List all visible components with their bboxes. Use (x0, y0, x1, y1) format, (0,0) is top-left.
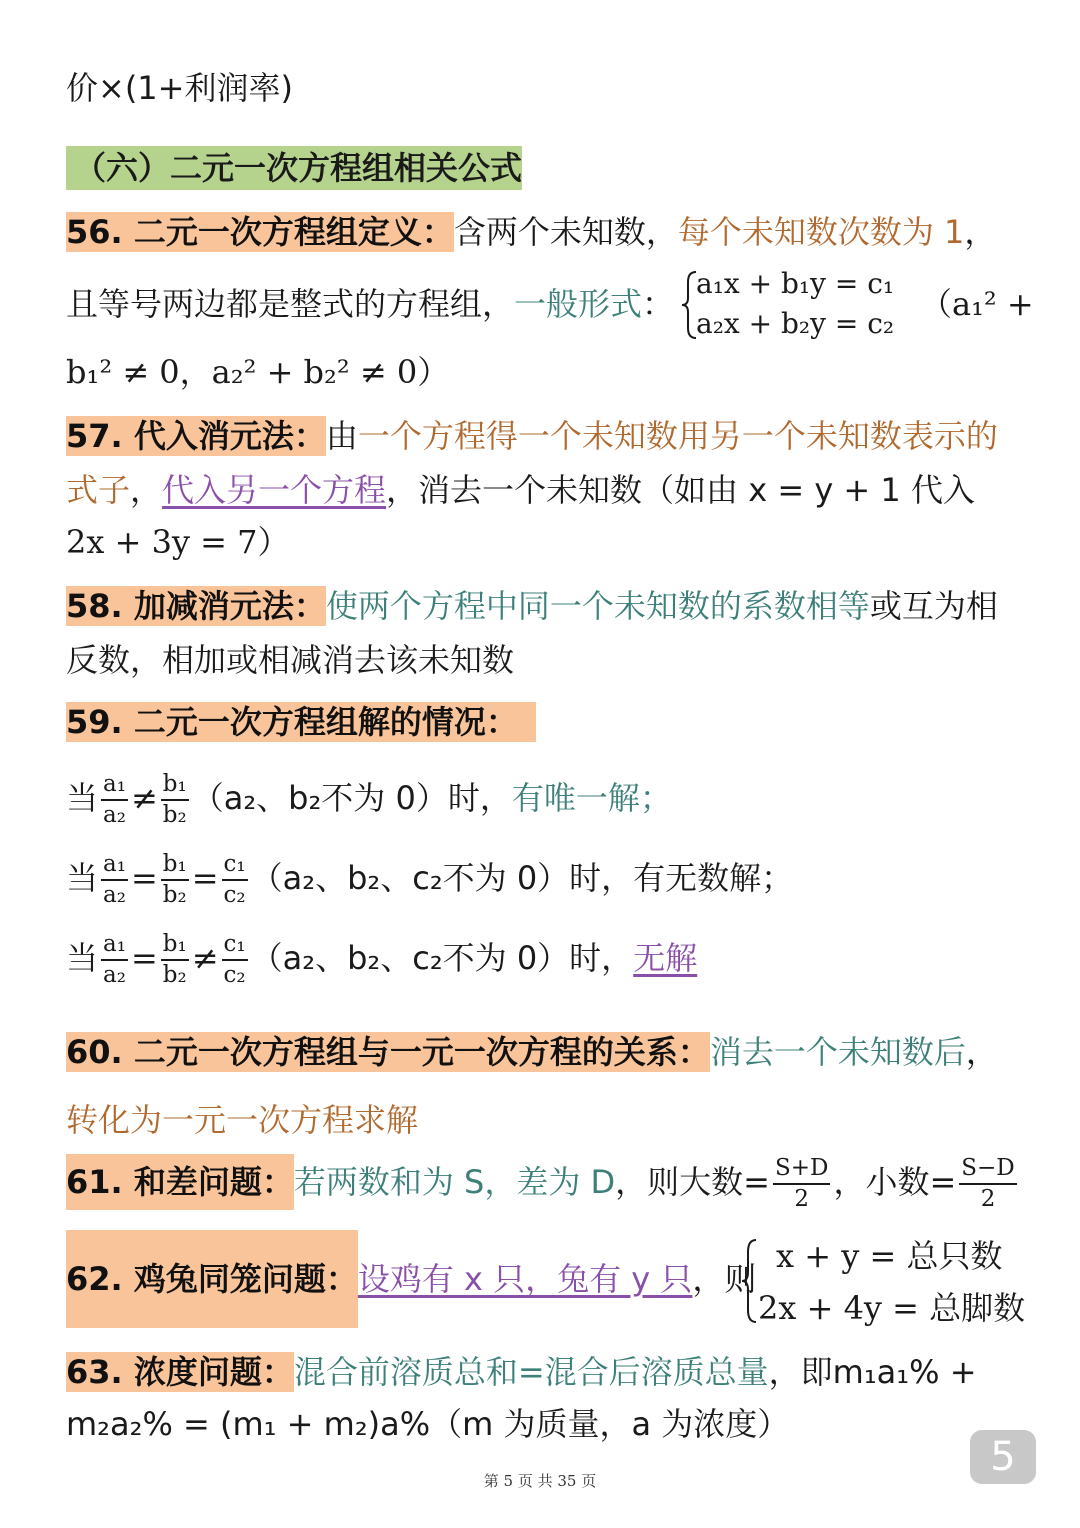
neq-sign: ≠ (191, 939, 219, 977)
item-56-eq1: a₁x + b₁y = c₁ (696, 267, 895, 300)
item-58-heading: 58. 加减消元法： (66, 587, 326, 625)
page-number-badge: 5 (970, 1430, 1036, 1484)
frac-a-den: a₂ (103, 882, 126, 908)
item-59-heading: 59. 二元一次方程组解的情况： (66, 702, 536, 742)
frac-c-den: c₂ (223, 962, 246, 988)
item-56-cond2: b₁² ≠ 0，a₂² + b₂² ≠ 0） (66, 353, 450, 391)
dang-1: 当 (66, 779, 99, 817)
item-62-purple: 设鸡有 x 只，兔有 y 只 (357, 1260, 693, 1298)
item-56-text2: 且等号两边都是整式的方程组， (66, 285, 515, 323)
item-58-text: 或互为相 (869, 587, 998, 625)
item-61-heading: 61. 和差问题： (66, 1154, 294, 1210)
item-63-line2: m₂a₂% = (m₁ + m₂)a%（m 为质量，a 为浓度） (66, 1405, 790, 1443)
item-58-line2: 反数，相加或相减消去该未知数 (66, 641, 515, 679)
item-56-line2 (66, 284, 674, 324)
frac-b-num: b₁ (161, 853, 189, 881)
frac-b-den: b₂ (162, 962, 187, 988)
frac-b-num: b₁ (161, 933, 189, 961)
top-line: 价×(1+利润率) (66, 69, 293, 107)
item-59-case1 (66, 770, 672, 827)
frac-big-num: S+D (773, 1157, 830, 1185)
frac-a (101, 853, 128, 907)
item-60-heading: 60. 二元一次方程组与一元一次方程的关系： (66, 1033, 710, 1071)
case3-result: 无解 (633, 939, 698, 977)
item-61-text2: ，小数= (833, 1163, 957, 1201)
frac-small (959, 1157, 1016, 1211)
frac-b (161, 773, 189, 827)
item-63-teal: 混合前溶质总和=混合后溶质总量 (293, 1353, 769, 1391)
item-57-text: 由 (325, 417, 358, 455)
frac-c-den: c₂ (223, 882, 246, 908)
eq-sign: = (191, 859, 219, 897)
item-60-comma: ， (965, 1033, 998, 1071)
item-61-text: ，则大数= (615, 1163, 770, 1201)
item-61-teal: 若两数和为 S，差为 D (293, 1163, 616, 1201)
dang-2: 当 (66, 859, 99, 897)
frac-a-num: a₁ (101, 853, 128, 881)
page-footer: 第 5 页 共 35 页 (483, 1472, 597, 1490)
item-62-line (66, 1230, 756, 1328)
frac-big (773, 1157, 830, 1211)
item-58-line1 (66, 586, 998, 626)
item-62-heading: 62. 鸡兔同笼问题： (66, 1230, 358, 1328)
item-62-eq1: x + y = 总只数 (776, 1237, 1003, 1275)
item-56-general-form: 一般形式 (514, 285, 643, 323)
frac-small-den: 2 (980, 1186, 996, 1212)
item-57-orange2: 式子 (66, 471, 131, 509)
left-brace-icon (740, 1238, 760, 1324)
item-60-teal: 消去一个未知数后 (709, 1033, 966, 1071)
frac-a-num: a₁ (101, 933, 128, 961)
item-58-teal: 使两个方程中同一个未知数的系数相等 (325, 587, 870, 625)
frac-c-num: c₁ (222, 853, 248, 881)
item-57-heading: 57. 代入消元法： (66, 417, 326, 455)
item-56-comma: ， (964, 213, 997, 251)
section-title: （六）二元一次方程组相关公式 (66, 146, 522, 190)
neq-sign: ≠ (130, 779, 158, 817)
frac-b-num: b₁ (161, 773, 189, 801)
eq-sign: = (130, 859, 158, 897)
item-59-case2 (66, 850, 793, 907)
item-63-line1 (66, 1352, 977, 1392)
frac-b (161, 933, 189, 987)
frac-c (222, 933, 248, 987)
case3-cond: （a₂、b₂、c₂不为 0）时， (250, 939, 634, 977)
item-56-heading: 56. 二元一次方程组定义： (66, 213, 454, 251)
item-63-heading: 63. 浓度问题： (66, 1353, 294, 1391)
item-57-line1 (66, 416, 998, 456)
frac-a (101, 933, 128, 987)
frac-c-num: c₁ (222, 933, 248, 961)
frac-b-den: b₂ (162, 882, 187, 908)
item-57-purple: 代入另一个方程 (162, 471, 387, 509)
item-56-eq2: a₂x + b₂y = c₂ (696, 307, 895, 340)
case2-cond: （a₂、b₂、c₂不为 0）时，有无数解； (250, 859, 794, 897)
item-57-example: ，消去一个未知数（如由 x = y + 1 代入 (386, 471, 975, 509)
item-63-text: ，即m₁a₁% + (768, 1353, 977, 1391)
frac-a-num: a₁ (101, 773, 128, 801)
dang-3: 当 (66, 939, 99, 977)
frac-b (161, 853, 189, 907)
frac-a-den: a₂ (103, 802, 126, 828)
item-60-line1 (66, 1032, 998, 1072)
case1-result: 有唯一解； (511, 779, 672, 817)
item-57-orange: 一个方程得一个未知数用另一个未知数表示的 (357, 417, 998, 455)
frac-c (222, 853, 248, 907)
item-56-orange: 每个未知数次数为 1 (677, 213, 965, 251)
eq-sign: = (130, 939, 158, 977)
item-61-line (66, 1154, 1020, 1211)
item-62-text: ，则 (692, 1260, 757, 1298)
frac-small-num: S−D (959, 1157, 1016, 1185)
item-62-eq2: 2x + 4y = 总脚数 (758, 1289, 1026, 1327)
frac-a (101, 773, 128, 827)
case1-cond: （a₂、b₂不为 0）时， (191, 779, 512, 817)
item-56-cond1: （a₁² + (920, 285, 1034, 323)
item-56-text: 含两个未知数， (453, 213, 678, 251)
frac-b-den: b₂ (162, 802, 187, 828)
frac-big-den: 2 (794, 1186, 810, 1212)
item-56-colon: ： (642, 285, 675, 323)
item-60-line2: 转化为一元一次方程求解 (66, 1101, 419, 1139)
item-59-line1 (66, 702, 536, 742)
item-56-line1 (66, 212, 996, 252)
item-59-case3 (66, 930, 697, 987)
item-57-comma: ， (130, 471, 163, 509)
item-57-line3: 2x + 3y = 7） (66, 523, 290, 561)
frac-a-den: a₂ (103, 962, 126, 988)
item-57-line2 (66, 470, 975, 510)
